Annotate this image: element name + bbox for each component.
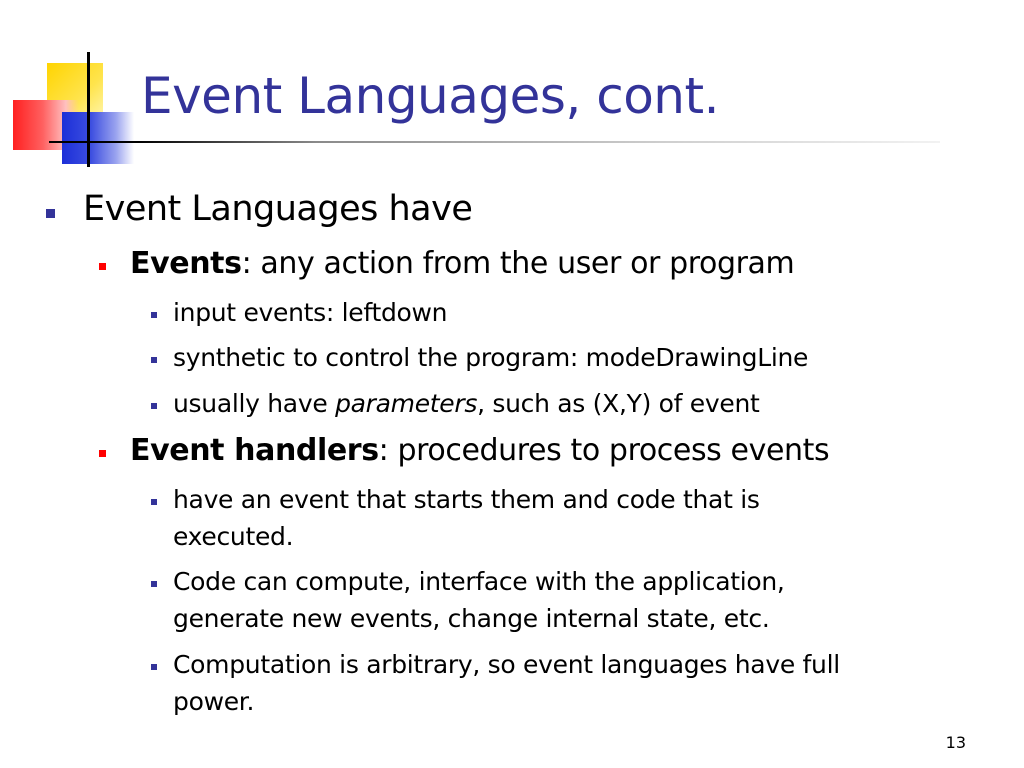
parameters-pre: usually have bbox=[173, 389, 336, 418]
slide-title: Event Languages, cont. bbox=[141, 67, 719, 125]
bullet-square-icon bbox=[151, 664, 157, 670]
bullet-level2-events bbox=[130, 246, 794, 282]
bullet-level3-continuation: executed. bbox=[173, 522, 294, 551]
bullet-level3-text: synthetic to control the program: modeDrawingLine bbox=[173, 343, 809, 372]
events-definition: : any action from the user or program bbox=[241, 246, 795, 281]
bullet-level3-parameters bbox=[173, 385, 760, 422]
bullet-level2-event-handlers bbox=[130, 433, 829, 469]
bullet-level1-text: Event Languages have bbox=[83, 189, 473, 229]
bullet-square-icon bbox=[151, 357, 157, 363]
term-event-handlers: Event handlers bbox=[130, 433, 379, 468]
term-events: Events bbox=[130, 246, 242, 281]
bullet-square-icon bbox=[151, 499, 157, 505]
bullet-level3-text: Code can compute, interface with the application, bbox=[173, 567, 785, 596]
event-handlers-definition: : procedures to process events bbox=[378, 433, 830, 468]
bullet-square-icon bbox=[151, 581, 157, 587]
bullet-square-icon bbox=[151, 403, 157, 409]
bullet-level3-text: input events: leftdown bbox=[173, 298, 448, 327]
bullet-square-icon bbox=[151, 312, 157, 318]
bullet-square-icon bbox=[99, 263, 106, 270]
slide-number: 13 bbox=[945, 733, 966, 752]
parameters-post: , such as (X,Y) of event bbox=[477, 389, 760, 418]
bullet-level3-text: have an event that starts them and code that is bbox=[173, 485, 760, 514]
bullet-square-icon bbox=[46, 209, 55, 218]
bullet-level3-continuation: generate new events, change internal state, etc. bbox=[173, 604, 770, 633]
bullet-level3-continuation: power. bbox=[173, 687, 255, 716]
bullet-level3-text: Computation is arbitrary, so event languages have full bbox=[173, 650, 840, 679]
bullet-square-icon bbox=[99, 450, 106, 457]
parameters-emphasis: parameters bbox=[335, 389, 478, 418]
